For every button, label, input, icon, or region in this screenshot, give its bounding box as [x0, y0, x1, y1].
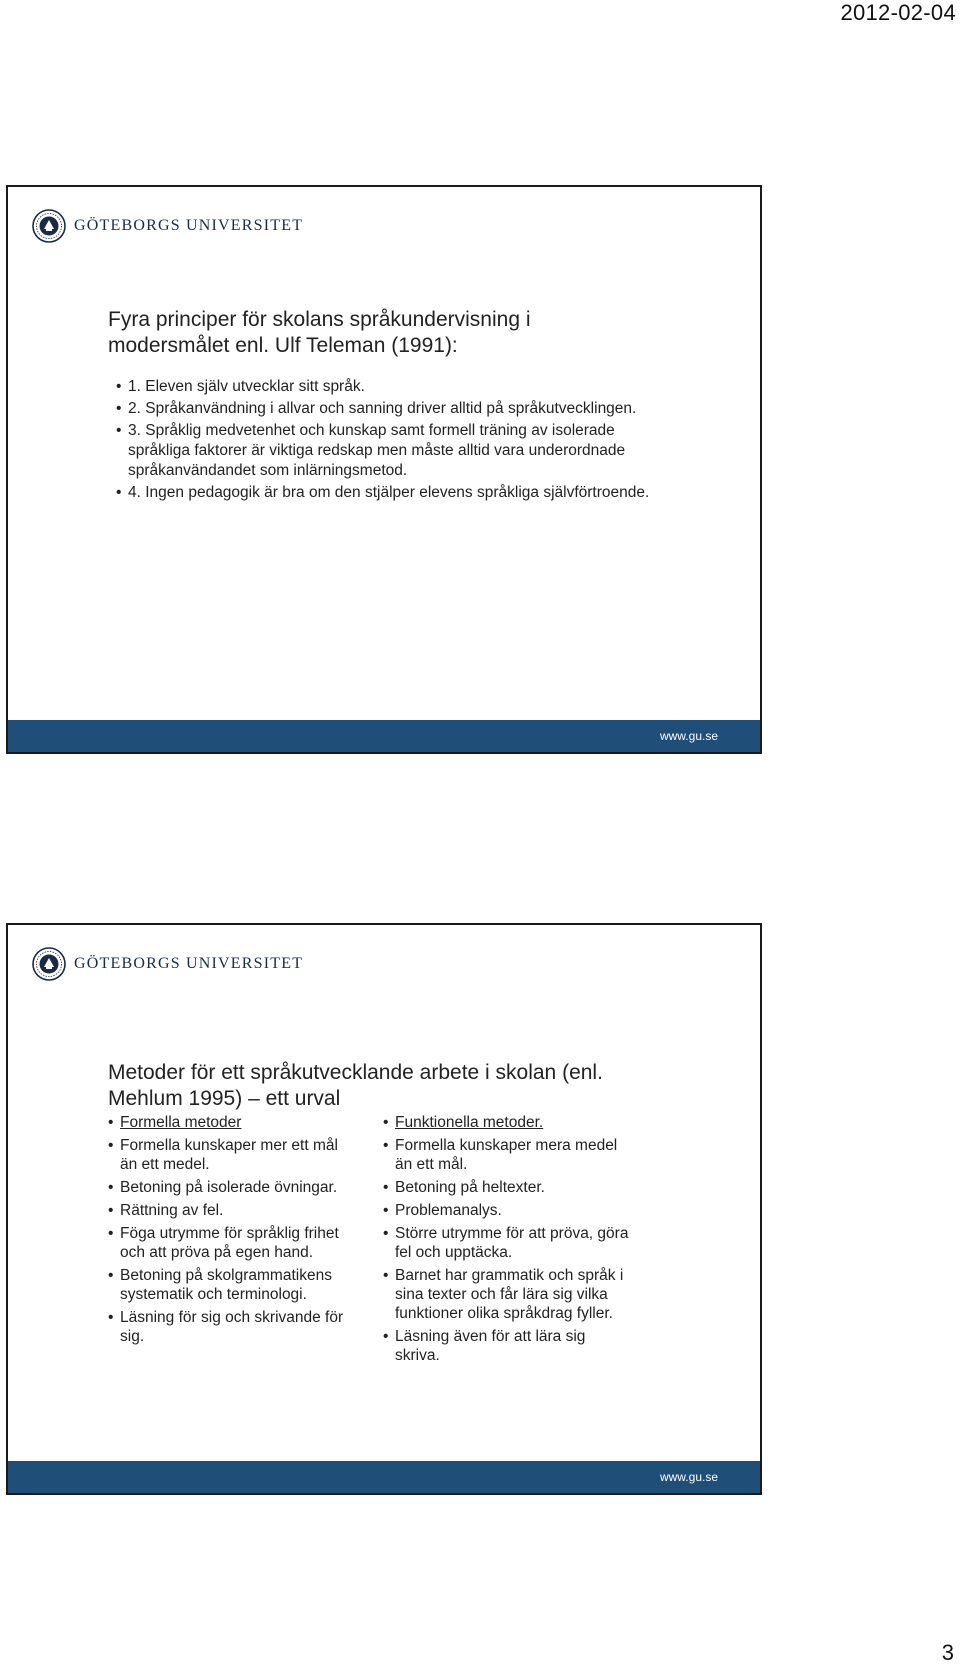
formal-methods-column [108, 1113, 358, 1350]
slide-title [108, 307, 720, 359]
list-item: • Föga utrymme för språklig frihet och att pröva på egen hand. [108, 1224, 358, 1262]
footer-url: www.gu.se [659, 729, 718, 743]
list-item: • Betoning på heltexter. [383, 1178, 633, 1197]
formal-methods-list [108, 1113, 358, 1346]
list-item: • 1. Eleven själv utvecklar sitt språk. [116, 377, 656, 397]
functional-methods-list [383, 1113, 633, 1365]
column-heading: • Formella metoder [108, 1113, 358, 1132]
principles-list [116, 377, 656, 505]
list-item: • Betoning på isolerade övningar. [108, 1178, 358, 1197]
list-item: • Läsning för sig och skrivande för sig. [108, 1308, 358, 1346]
slide-title [108, 1060, 720, 1112]
slide-title-line: Mehlum 1995) – ett urval [108, 1087, 341, 1111]
university-seal-icon [32, 209, 66, 243]
slide-2 [6, 923, 762, 1495]
list-item: • Större utrymme för att pröva, göra fel och upptäcka. [383, 1224, 633, 1262]
footer-url: www.gu.se [659, 1470, 718, 1484]
functional-methods-column [383, 1113, 633, 1369]
list-item: • Betoning på skolgrammatikens systematik och terminologi. [108, 1266, 358, 1304]
university-logo [32, 947, 303, 981]
slide-title-line: Metoder för ett språkutvecklande arbete i skolan (enl. [108, 1061, 603, 1085]
page-number: 3 [941, 1640, 954, 1665]
list-item: • 2. Språkanvändning i allvar och sanning driver alltid på språkutvecklingen. [116, 399, 656, 419]
list-item: • Formella kunskaper mera medel än ett mål. [383, 1136, 633, 1174]
slide-title-line: modersmålet enl. Ulf Teleman (1991): [108, 334, 458, 358]
list-item: • 3. Språklig medvetenhet och kunskap samt formell träning av isolerade språkliga faktorer är viktiga redskap men måste alltid vara underordnade språkanvändandet som inlärningsmetod. [116, 421, 656, 481]
list-item: • Problemanalys. [383, 1201, 633, 1220]
column-heading: • Funktionella metoder. [383, 1113, 633, 1132]
university-name: GÖTEBORGS UNIVERSITET [74, 955, 304, 972]
list-item: • 4. Ingen pedagogik är bra om den stjälper elevens språkliga självförtroende. [116, 483, 656, 503]
slide-1 [6, 185, 762, 754]
slide-footer-bar [8, 1461, 760, 1493]
list-item: • Formella kunskaper mer ett mål än ett medel. [108, 1136, 358, 1174]
slide-footer-bar [8, 720, 760, 752]
list-item: • Barnet har grammatik och språk i sina texter och får lära sig vilka funktioner olika språkdrag fyller. [383, 1266, 633, 1323]
page-date: 2012-02-04 [840, 0, 956, 25]
university-seal-icon [32, 947, 66, 981]
university-logo [32, 209, 303, 243]
list-item: • Rättning av fel. [108, 1201, 358, 1220]
slide-title-line: Fyra principer för skolans språkundervisning i [108, 308, 531, 332]
list-item: • Läsning även för att lära sig skriva. [383, 1327, 633, 1365]
university-name: GÖTEBORGS UNIVERSITET [74, 217, 304, 234]
